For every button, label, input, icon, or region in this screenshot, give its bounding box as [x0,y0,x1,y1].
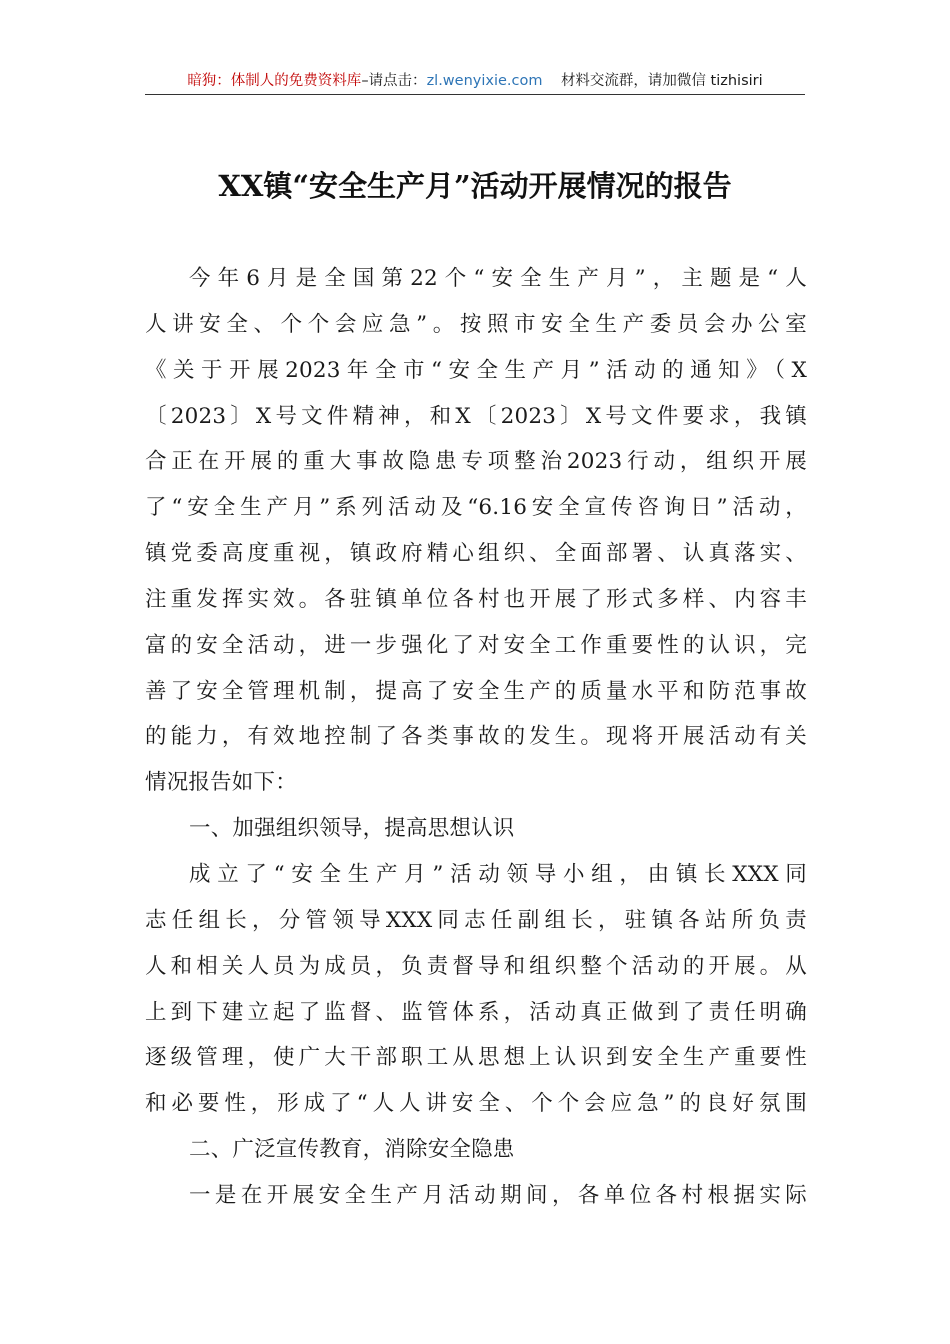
header-wechat-text: 材料交流群，请加微信 tizhisiri [560,73,763,89]
body-line: 和必要性，形成了“人人讲安全、个个会应急”的良好氛围 [145,1091,807,1117]
body-line: 了“安全生产月”系列活动及“6.16安全宣传咨询日”活动， [145,495,807,521]
body-line: 成立了“安全生产月”活动领导小组，由镇长XXX同 [189,861,807,887]
body-line: 上到下建立起了监督、监管体系，活动真正做到了责任明确 [145,999,807,1025]
body-line: 情况报告如下： [145,770,297,796]
body-line: 善了安全管理机制，提高了安全生产的质量水平和防范事故 [145,678,807,704]
body-line: 合正在开展的重大事故隐患专项整治2023行动，组织开展 [145,449,807,475]
document-title: XX镇“安全生产月”活动开展情况的报告 [218,169,732,203]
page-header-banner [145,70,805,95]
body-line: 志任组长，分管领导XXX同志任副组长，驻镇各站所负责 [145,907,807,933]
body-line: 富的安全活动，进一步强化了对安全工作重要性的认识，完 [145,632,807,658]
section-heading-2: 二、广泛宣传教育，消除安全隐患 [189,1137,515,1163]
body-line: 《关于开展2023年全市“安全生产月”活动的通知》（X [145,357,807,383]
body-line: 今年6月是全国第22个“安全生产月”，主题是“人 [189,266,807,291]
body-line: 注重发挥实效。各驻镇单位各村也开展了形式多样、内容丰 [145,586,807,612]
body-line: 逐级管理，使广大干部职工从思想上认识到安全生产重要性 [145,1045,807,1071]
body-line: 镇党委高度重视，镇政府精心组织、全面部署、认真落实、 [145,541,807,567]
header-click-prefix: –请点击： [361,73,427,89]
body-line: 人和相关人员为成员，负责督导和组织整个活动的开展。从 [145,953,807,979]
body-line: 一是在开展安全生产月活动期间，各单位各村根据实际 [189,1182,807,1208]
header-promo-text: 暗狗：体制人的免费资料库 [187,73,362,89]
body-line: 〔2023〕X号文件精神，和X〔2023〕X号文件要求，我镇 [145,403,807,429]
header-link[interactable]: zl.wenyixie.com [426,73,543,89]
document-body [145,256,807,1219]
section-heading-1: 一、加强组织领导，提高思想认识 [189,816,515,842]
body-line: 的能力，有效地控制了各类事故的发生。现将开展活动有关 [145,724,807,750]
body-line: 人讲安全、个个会应急”。按照市安全生产委员会办公室 [145,311,807,337]
